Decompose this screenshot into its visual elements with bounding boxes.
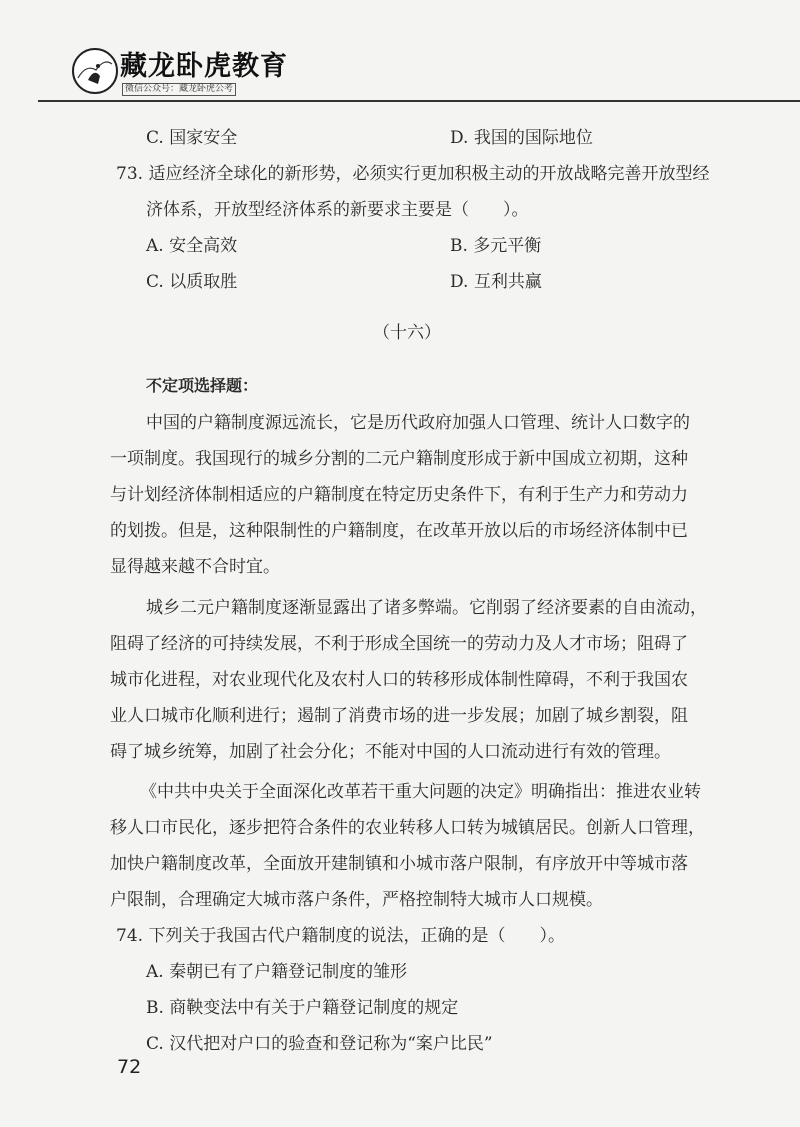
passage-line: 与计划经济体制相适应的户籍制度在特定历史条件下，有利于生产力和劳动力 (110, 485, 688, 505)
page-number: 72 (117, 1056, 142, 1078)
q73-option-a: A. 安全高效 (146, 236, 238, 256)
passage-line: 移人口市民化，逐步把符合条件的农业转移人口转为城镇居民。创新人口管理， (110, 818, 705, 838)
brand-logo (72, 48, 118, 94)
q72-option-c: C. 国家安全 (146, 128, 238, 148)
passage-line: 的划拨。但是，这种限制性的户籍制度，在改革开放以后的市场经济体制中已 (110, 521, 688, 541)
q73-option-c: C. 以质取胜 (146, 272, 238, 292)
passage-line: 城乡二元户籍制度逐渐显露出了诸多弊端。它削弱了经济要素的自由流动， (146, 598, 707, 618)
question-type-heading: 不定项选择题： (146, 376, 259, 395)
q74-option-b: B. 商鞅变法中有关于户籍登记制度的规定 (146, 998, 459, 1018)
page-header (0, 0, 800, 108)
passage-line: 《中共中央关于全面深化改革若干重大问题的决定》明确指出：推进农业转 (140, 782, 701, 802)
passage-line: 加快户籍制度改革，全面放开建制镇和小城市落户限制，有序放开中等城市落 (110, 854, 688, 874)
section-title: （十六） (373, 323, 441, 343)
brand-subtitle: 微信公众号：藏龙卧虎公考 (122, 83, 236, 96)
passage-line: 户限制，合理确定大城市落户条件，严格控制特大城市人口规模。 (110, 890, 603, 910)
passage-line: 业人口城市化顺利进行；遏制了消费市场的进一步发展；加剧了城乡割裂，阻 (110, 706, 688, 726)
q73-option-d: D. 互利共赢 (450, 272, 542, 292)
q73-stem-line2: 济体系，开放型经济体系的新要求主要是（ ）。 (146, 200, 529, 220)
q73-stem-line1: 73. 适应经济全球化的新形势，必须实行更加积极主动的开放战略完善开放型经 (116, 164, 710, 184)
q74-option-a: A. 秦朝已有了户籍登记制度的雏形 (146, 962, 408, 982)
passage-line: 中国的户籍制度源远流长，它是历代政府加强人口管理、统计人口数字的 (146, 413, 690, 433)
q72-option-d: D. 我国的国际地位 (450, 128, 593, 148)
passage-line: 碍了城乡统筹，加剧了社会分化；不能对中国的人口流动进行有效的管理。 (110, 742, 671, 762)
tiger-dragon-logo-icon (74, 50, 116, 92)
passage-line: 一项制度。我国现行的城乡分割的二元户籍制度形成于新中国成立初期，这种 (110, 449, 688, 469)
q74-option-c: C. 汉代把对户口的验查和登记称为“案户比民” (146, 1034, 493, 1054)
header-divider (38, 100, 800, 102)
passage-line: 阻碍了经济的可持续发展，不利于形成全国统一的劳动力及人才市场；阻碍了 (110, 634, 688, 654)
brand-title: 藏龙卧虎教育 (120, 51, 288, 82)
q73-option-b: B. 多元平衡 (450, 236, 542, 256)
passage-line: 显得越来越不合时宜。 (110, 557, 280, 577)
passage-line: 城市化进程，对农业现代化及农村人口的转移形成体制性障碍，不利于我国农 (110, 670, 688, 690)
q74-stem: 74. 下列关于我国古代户籍制度的说法，正确的是（ ）。 (116, 926, 565, 946)
